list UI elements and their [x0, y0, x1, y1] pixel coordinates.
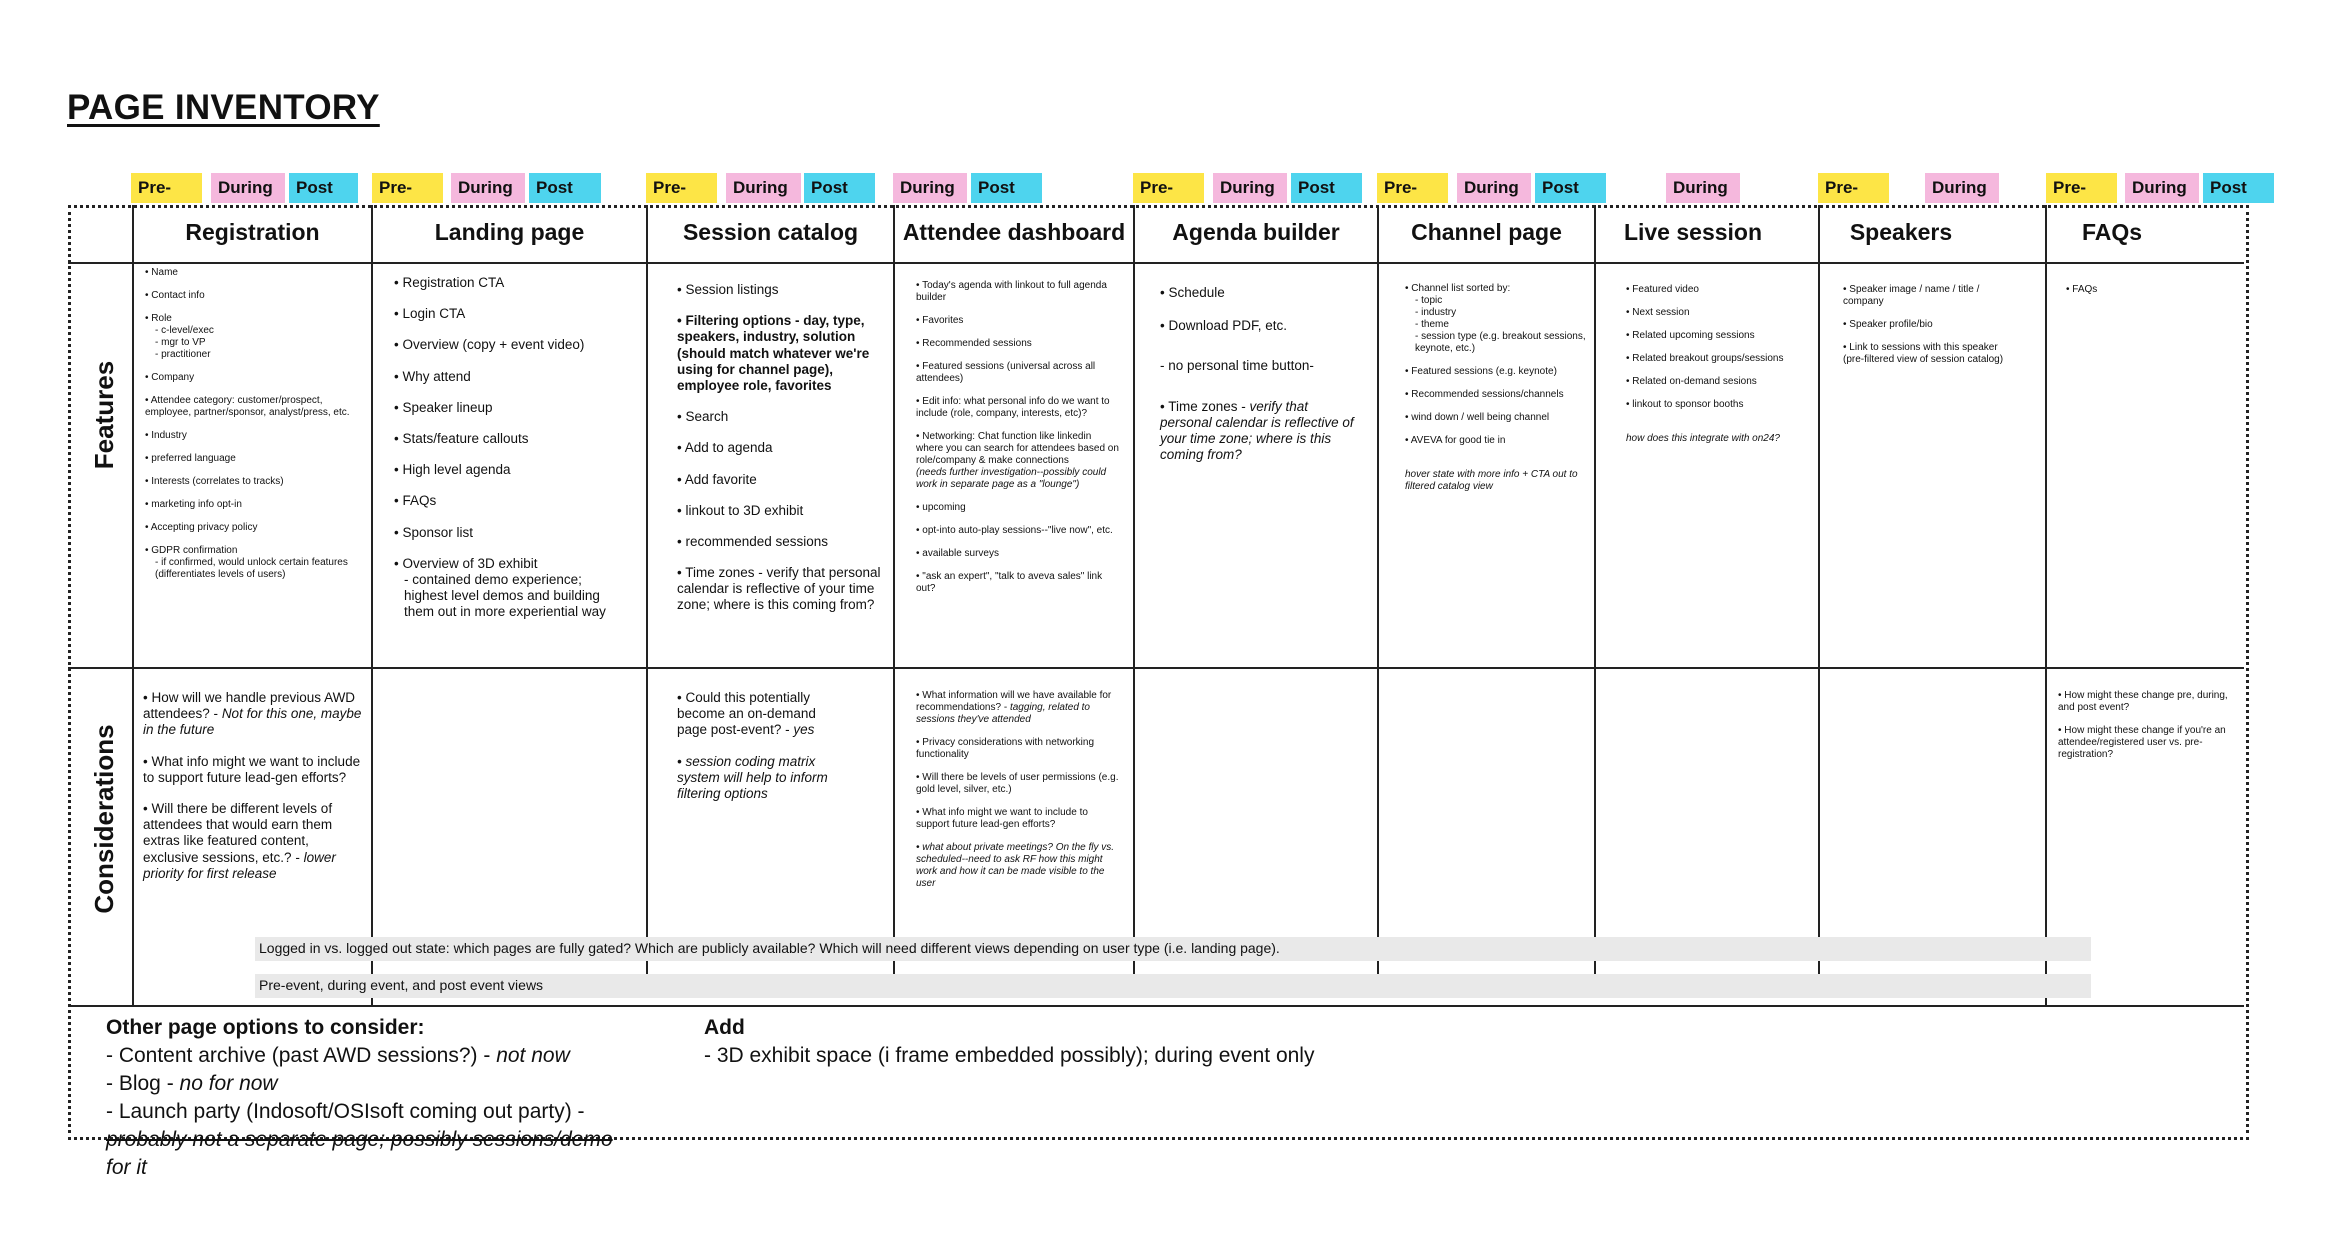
- divider: [68, 1005, 2244, 1007]
- features-session-catalog: [677, 282, 882, 629]
- tag-during: During: [1213, 173, 1287, 203]
- column-header-channel-page: Channel page: [1411, 219, 1562, 245]
- tag-pre: Pre-: [1377, 173, 1448, 203]
- list-item-note: Not for this one, maybe in the future: [143, 706, 362, 738]
- divider: [371, 205, 373, 1005]
- tag-during: During: [1925, 173, 1999, 203]
- tag-pre: Pre-: [1133, 173, 1204, 203]
- list-item: • Next session: [1626, 307, 1690, 318]
- considerations-session-catalog: [677, 690, 837, 817]
- list-item: • "ask an expert", "talk to aveva sales" link out?: [916, 571, 1103, 594]
- list-item: [106, 1070, 676, 1098]
- list-item-note: tagging, related to sessions they've attended: [916, 702, 1090, 725]
- list-item: • wind down / well being channel: [1405, 412, 1550, 423]
- sub-item: - c-level/exec: [155, 325, 214, 336]
- list-item: • Login CTA: [394, 306, 466, 322]
- list-item: • Link to sessions with this speaker (pre-filtered view of session catalog): [1843, 342, 2004, 365]
- list-item: • marketing info opt-in: [145, 499, 242, 510]
- sub-item: - mgr to VP: [155, 337, 206, 348]
- features-agenda-builder: [1160, 285, 1360, 478]
- event-views-bar: Pre-event, during event, and post event views: [255, 974, 2091, 998]
- list-item: • Recommended sessions/channels: [1405, 389, 1564, 400]
- considerations-faqs: [2058, 690, 2238, 772]
- column-header-speakers: Speakers: [1849, 219, 1953, 245]
- tag-pre: Pre-: [2046, 173, 2117, 203]
- list-item-text: - Content archive (past AWD sessions?) -: [106, 1044, 497, 1067]
- list-item: • How might these change pre, during, and post event?: [2058, 690, 2228, 713]
- list-item: • Attendee category: customer/prospect, employee, partner/sponsor, analyst/press, etc.: [145, 395, 350, 418]
- list-item: [394, 556, 609, 621]
- list-item-note: no for now: [179, 1072, 278, 1095]
- list-item-note: verify that personal calendar is reflective of your time zone; where is this coming from?: [1160, 398, 1354, 463]
- sub-item: - industry: [1415, 307, 1457, 318]
- list-item: • Name: [145, 267, 178, 278]
- list-item: • Recommended sessions: [916, 338, 1032, 349]
- tag-during: During: [451, 173, 525, 203]
- list-item-note: (needs further investigation--possibly could work in separate page as a "lounge"): [916, 467, 1107, 490]
- list-item: [677, 690, 837, 739]
- list-item: [1405, 283, 1587, 355]
- list-item: [145, 545, 360, 581]
- list-item: • Overview (copy + event video): [394, 337, 585, 353]
- list-item: • Stats/feature callouts: [394, 430, 529, 446]
- list-item-note: yes: [793, 722, 815, 738]
- list-item: • How might these change if you're an attendee/registered user vs. pre-registration?: [2058, 725, 2226, 760]
- list-item: • AVEVA for good tie in: [1405, 435, 1506, 446]
- list-item: • FAQs: [2066, 284, 2098, 295]
- list-item: • Featured sessions (e.g. keynote): [1405, 366, 1557, 377]
- sub-item: - topic: [1415, 295, 1443, 306]
- list-item-note: how does this integrate with on24?: [1626, 433, 1780, 444]
- divider: [1133, 205, 1135, 975]
- divider: [1818, 205, 1820, 975]
- list-item: • Accepting privacy policy: [145, 522, 258, 533]
- other-options-heading: Other page options to consider:: [106, 1016, 425, 1039]
- list-item: • Speaker lineup: [394, 399, 493, 415]
- list-item: • What info might we want to include to support future lead-gen efforts?: [143, 753, 361, 785]
- list-item: • Today's agenda with linkout to full agenda builder: [916, 280, 1107, 303]
- list-item: • Speaker profile/bio: [1843, 319, 1933, 330]
- list-item: [1160, 399, 1360, 464]
- other-page-options: [106, 1014, 676, 1182]
- list-item-note: hover state with more info + CTA out to filtered catalog view: [1405, 469, 1578, 492]
- list-item: • Featured video: [1626, 284, 1699, 295]
- list-item: • Featured sessions (universal across all attendees): [916, 361, 1096, 384]
- list-item: • Privacy considerations with networking functionality: [916, 737, 1095, 760]
- list-item: • Session listings: [677, 282, 779, 297]
- tag-pre: Pre-: [1818, 173, 1889, 203]
- list-item: [916, 690, 1121, 726]
- tag-post: Post: [1535, 173, 1606, 203]
- tag-during: During: [2125, 173, 2199, 203]
- list-item: [916, 431, 1121, 491]
- sub-item: - theme: [1415, 319, 1449, 330]
- list-item-text: • Will there be different levels of attendees that would earn them extras like featured content, exclusive sessions, etc.? -: [143, 800, 333, 865]
- divider: [1594, 205, 1596, 975]
- list-item: • preferred language: [145, 453, 236, 464]
- features-faqs: [2066, 284, 2226, 307]
- list-item: • what about private meetings? On the fly vs. scheduled--need to ask RF how this might work and how it can be made visible to the user: [916, 842, 1115, 889]
- list-item: - no personal time button-: [1160, 358, 1314, 374]
- list-item-text: • GDPR confirmation: [145, 545, 238, 556]
- tag-during: During: [726, 173, 801, 203]
- list-item: • High level agenda: [394, 462, 511, 478]
- row-label-features: Features: [89, 360, 119, 470]
- list-item: [143, 690, 363, 739]
- divider: [646, 205, 648, 992]
- add-heading: Add: [704, 1016, 745, 1039]
- list-item-text: • What information will we have available for recommendations? -: [916, 690, 1112, 713]
- list-item-text: • How will we handle previous AWD attendees? -: [143, 690, 356, 722]
- tag-pre: Pre-: [131, 173, 202, 203]
- list-item: • Filtering options - day, type, speakers, industry, solution (should match whatever we're using for channel page), employee role, favorites: [677, 313, 870, 393]
- considerations-attendee-dashboard: [916, 690, 1121, 901]
- list-item: • Why attend: [394, 368, 471, 384]
- list-item: • Related upcoming sessions: [1626, 330, 1755, 341]
- add-block: [704, 1014, 1504, 1070]
- list-item: • Contact info: [145, 290, 205, 301]
- list-item: • Download PDF, etc.: [1160, 318, 1288, 334]
- list-item: - Launch party (Indosoft/OSIsoft coming out party) -: [106, 1100, 585, 1123]
- list-item: • linkout to sponsor booths: [1626, 399, 1744, 410]
- list-item: • recommended sessions: [677, 533, 829, 549]
- sub-item: - practitioner: [155, 349, 211, 360]
- divider: [2045, 205, 2047, 1005]
- tag-post: Post: [2203, 173, 2274, 203]
- features-speakers: [1843, 284, 2008, 377]
- list-item: • FAQs: [394, 493, 437, 509]
- list-item: • session coding matrix system will help to inform filtering options: [677, 753, 828, 801]
- list-item: • available surveys: [916, 548, 999, 559]
- list-item: • Registration CTA: [394, 275, 505, 290]
- list-item: • Industry: [145, 430, 187, 441]
- list-item-text: • Overview of 3D exhibit: [394, 555, 538, 571]
- tag-post: Post: [804, 173, 875, 203]
- list-item-note: lower priority for first release: [143, 849, 336, 881]
- list-item: • Will there be levels of user permissions (e.g. gold level, silver, etc.): [916, 772, 1119, 795]
- features-registration: [145, 267, 360, 592]
- list-item: • upcoming: [916, 502, 966, 513]
- features-attendee-dashboard: [916, 280, 1121, 606]
- list-item-text: • Could this potentially become an on-demand page post-event? -: [677, 690, 816, 738]
- list-item-text: • Networking: Chat function like linkedin where you can search for attendees based on role/company & make connections: [916, 431, 1119, 466]
- column-header-agenda-builder: Agenda builder: [1172, 219, 1340, 245]
- list-item: [143, 801, 363, 882]
- considerations-registration: [143, 690, 363, 897]
- list-item-note: not now: [496, 1044, 570, 1067]
- features-channel-page: [1405, 283, 1587, 504]
- sub-item: - if confirmed, would unlock certain features (differentiates levels of users): [155, 557, 348, 580]
- divider: [893, 205, 895, 975]
- list-item: • Speaker image / name / title / company: [1843, 284, 1980, 307]
- sub-item: - session type (e.g. breakout sessions, keynote, etc.): [1415, 331, 1586, 354]
- tag-post: Post: [289, 173, 358, 203]
- column-header-faqs: FAQs: [2081, 219, 2143, 245]
- list-item: • linkout to 3D exhibit: [677, 502, 804, 518]
- features-landing-page: [394, 275, 609, 635]
- list-item: [106, 1042, 676, 1070]
- list-item-text: • Channel list sorted by:: [1405, 283, 1511, 294]
- list-item: • opt-into auto-play sessions--"live now", etc.: [916, 525, 1113, 536]
- list-item: • Add to agenda: [677, 440, 773, 456]
- tag-post: Post: [971, 173, 1042, 203]
- list-item-note: for it: [106, 1156, 147, 1179]
- list-item-struck: probably not a separate page; possibly sessions/demo: [106, 1128, 613, 1151]
- list-item-text: - Blog -: [106, 1072, 180, 1095]
- list-item: • Company: [145, 372, 195, 383]
- features-live-session: [1626, 284, 1786, 456]
- page-title: PAGE INVENTORY: [67, 88, 380, 127]
- tag-during: During: [1457, 173, 1531, 203]
- divider: [68, 667, 2244, 669]
- tag-post: Post: [1291, 173, 1362, 203]
- tag-during: During: [893, 173, 967, 203]
- column-header-live-session: Live session: [1623, 219, 1763, 245]
- column-header-landing-page: Landing page: [434, 219, 585, 245]
- row-label-considerations: Considerations: [89, 724, 119, 914]
- column-header-registration: Registration: [185, 219, 320, 245]
- list-item: • Related on-demand sesions: [1626, 376, 1757, 387]
- tag-during: During: [211, 173, 285, 203]
- sub-item: - contained demo experience; highest level demos and building them out in more experiential way: [404, 571, 606, 620]
- divider: [132, 205, 134, 1005]
- divider: [1377, 205, 1379, 975]
- list-item: • Sponsor list: [394, 524, 474, 540]
- divider: [68, 262, 2244, 264]
- logged-state-bar: Logged in vs. logged out state: which pages are fully gated? Which are publicly available? Which will need different views depending on user type (i.e. landing page).: [255, 937, 2091, 961]
- list-item: [145, 313, 360, 361]
- list-item: • Time zones - verify that personal calendar is reflective of your time zone; where is this coming from?: [677, 565, 881, 613]
- tag-pre: Pre-: [372, 173, 443, 203]
- list-item: • Favorites: [916, 315, 964, 326]
- list-item: • What info might we want to include to support future lead-gen efforts?: [916, 807, 1088, 830]
- tag-during: During: [1666, 173, 1740, 203]
- list-item: - 3D exhibit space (i frame embedded possibly); during event only: [704, 1044, 1315, 1067]
- list-item: • Edit info: what personal info do we want to include (role, company, interests, etc)?: [916, 396, 1110, 419]
- tag-pre: Pre-: [646, 173, 717, 203]
- list-item: • Add favorite: [677, 471, 757, 487]
- column-header-session-catalog: Session catalog: [682, 219, 859, 245]
- list-item: • Interests (correlates to tracks): [145, 476, 284, 487]
- list-item: • Related breakout groups/sessions: [1626, 353, 1784, 364]
- list-item: • Search: [677, 409, 729, 425]
- list-item-text: • Role: [145, 313, 172, 324]
- tag-post: Post: [529, 173, 601, 203]
- column-header-attendee-dashboard: Attendee dashboard: [902, 219, 1126, 245]
- list-item-text: • Time zones -: [1160, 398, 1250, 414]
- list-item: • Schedule: [1160, 285, 1225, 300]
